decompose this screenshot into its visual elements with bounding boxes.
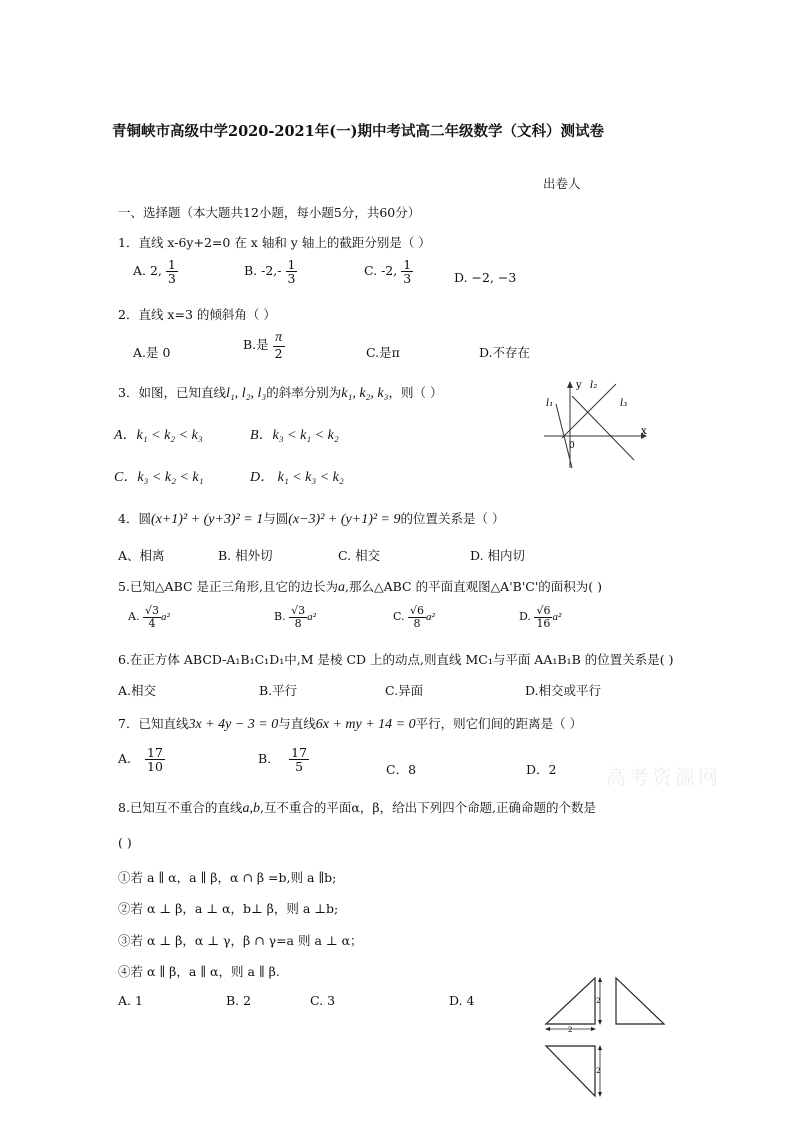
q6-option-b: B.平行 (259, 683, 298, 698)
q7-option-d: D．2 (526, 762, 557, 777)
q3-option-c: C．k₃ < k₂ < k₁ (114, 470, 204, 485)
top-view-triangle (546, 1046, 595, 1096)
dim-arrow (545, 1027, 550, 1031)
q5-option-b: B. $\frac{√3}{8}$ a² (274, 604, 316, 630)
q1-option-b: B. -2,- $\frac{1}{3}$ (244, 257, 296, 287)
q6-option-a: A.相交 (118, 683, 157, 698)
y-axis-arrow (567, 381, 573, 388)
origin-label: 0 (569, 441, 575, 451)
dim-arrow (598, 977, 602, 982)
q7-option-b: B. $\frac{17}{5}$ (258, 745, 308, 775)
q4-option-b: B. 相外切 (218, 548, 273, 563)
q7-option-c: C．8 (386, 762, 417, 777)
q2-option-d: D.不存在 (479, 345, 531, 360)
q1-option-c: C. -2, $\frac{1}{3}$ (364, 257, 412, 287)
question-5-stem: 5.已知△ABC 是正三角形,且它的边长为a,那么△ABC 的平面直观图△A'B'C'的面积为( ) (118, 579, 602, 595)
q8-proposition-1: ①若 a ∥ α，a ∥ β，α ∩ β =b,则 a ∥b; (118, 870, 337, 885)
q4-option-d: D. 相内切 (470, 548, 526, 563)
question-7-stem: 7．已知直线3x + 4y − 3 = 0与直线6x + my + 14 = 0平行，则它们间的距离是（ ） (118, 716, 583, 732)
question-1-stem: 1．直线 x-6y+2=0 在 x 轴和 y 轴上的截距分别是（ ） (118, 235, 431, 250)
q8-option-a: A. 1 (118, 993, 143, 1008)
question-6-stem: 6.在正方体 ABCD-A₁B₁C₁D₁中,M 是棱 CD 上的动点,则直线 MC₁与平面 AA₁B₁B 的位置关系是( ) (118, 652, 674, 667)
q8-proposition-2: ②若 α ⊥ β，a ⊥ α，b⊥ β，则 a ⊥b; (118, 901, 339, 916)
q2-option-a: A.是 0 (133, 345, 171, 360)
q5-option-c: C. $\frac{√6}{8}$ a² (393, 604, 435, 630)
q4-option-a: A、相离 (118, 548, 165, 563)
watermark: 高考资源网 (606, 765, 721, 789)
q8-proposition-4: ④若 α ∥ β，a ∥ α，则 a ∥ β. (118, 964, 280, 979)
author-label: 出卷人 (543, 176, 581, 191)
q6-option-c: C.异面 (385, 683, 424, 698)
question-2-stem: 2．直线 x=3 的倾斜角（ ） (118, 307, 276, 322)
l3-label: l₃ (620, 398, 628, 409)
q7-option-a: A. $\frac{17}{10}$ (118, 745, 163, 775)
side-view-triangle (616, 978, 664, 1024)
q4-option-c: C. 相交 (338, 548, 381, 563)
dim-arrow (591, 1027, 596, 1031)
q5-option-d: D. $\frac{√6}{16}$ a² (519, 604, 562, 630)
dim-arrow (598, 1092, 602, 1097)
dim-arrow (598, 1045, 602, 1050)
section-heading: 一、选择题（本大题共12小题，每小题5分，共60分） (118, 205, 421, 220)
top-height-label: 2 (596, 1067, 601, 1075)
q2-option-c: C.是π (366, 345, 400, 360)
l1-label: l₁ (546, 398, 554, 409)
front-view-triangle (546, 978, 595, 1024)
q8-option-d: D. 4 (449, 993, 475, 1008)
front-width-label: 2 (568, 1026, 573, 1034)
question-4-stem: 4．圆(x+1)² + (y+3)² = 1与圆(x−3)² + (y+1)² = 9的位置关系是（ ） (118, 511, 505, 527)
q3-option-a: A．k₁ < k₂ < k₃ (114, 428, 203, 443)
q8-paren: ( ) (118, 835, 132, 850)
front-height-label: 2 (596, 997, 601, 1005)
question-3-stem: 3．如图，已知直线l₁, l₂, l₃的斜率分别为k₁, k₂, k₃，则（ ） (118, 385, 443, 401)
q8-proposition-3: ③若 α ⊥ β，α ⊥ γ，β ∩ γ=a 则 a ⊥ α； (118, 933, 363, 948)
l2-label: l₂ (590, 380, 598, 391)
q1-option-a: A. 2, $\frac{1}{3}$ (133, 257, 176, 287)
q2-option-b: B.是 $\frac{\pi}{2}$ (243, 330, 283, 361)
q8-option-b: B. 2 (226, 993, 252, 1008)
question-8-stem: 8.已知互不重合的直线a,b,互不重合的平面α，β，给出下列四个命题,正确命题的个数是 (118, 800, 597, 816)
q1-option-d: D. −2, −3 (454, 270, 517, 285)
q3-option-d: D． k₁ < k₃ < k₂ (250, 470, 344, 485)
q5-option-a: A. $\frac{√3}{4}$ a² (128, 604, 170, 630)
q8-option-c: C. 3 (310, 993, 336, 1008)
three-view-figure (540, 972, 670, 1104)
q6-option-d: D.相交或平行 (525, 683, 602, 698)
q3-line-figure (538, 376, 654, 472)
q3-option-b: B．k₃ < k₁ < k₂ (250, 428, 339, 443)
x-label: x (641, 426, 647, 437)
page-title: 青铜峡市高级中学2020-2021年(一)期中考试高二年级数学（文科）测试卷 (112, 123, 604, 140)
y-label: y (576, 380, 582, 391)
dim-arrow (598, 1020, 602, 1025)
